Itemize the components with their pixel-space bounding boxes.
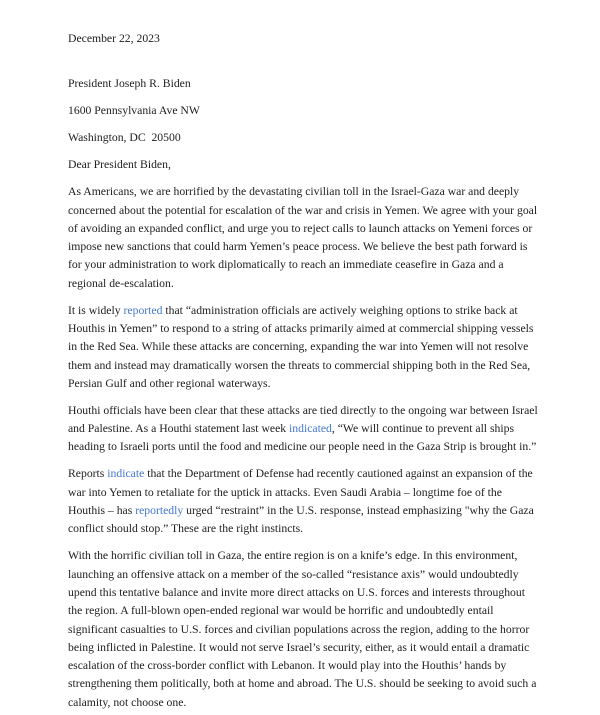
paragraph-text: As Americans, we are horrified by the devastating civilian toll in the Israel-Gaza war and deeply concerned about the potential for escalation of the war and crisis in Yemen. We agree with your goal of avoiding an expanded conflict, and urge you to reject calls to launch attacks on Yemeni forces or impose new sanctions that could harm Yemen’s peace process. We believe the best path forward is for your administration to work diplomatically to reach an immediate ceasefire in Gaza and a regional de-escalation. [68, 185, 541, 290]
paragraph-text: that the Department of Defense had recently cautioned against an expansion of the war into Yemen to retaliate for the uptick in attacks. Even Saudi Arabia – longtime foe of the Houthis – has [68, 467, 536, 518]
paragraph [68, 465, 541, 538]
paragraph-text: urged “restraint” in the U.S. response, instead emphasizing "why the Gaza conflict should stop.” These are the right instincts. [68, 504, 537, 536]
inline-link[interactable]: indicate [107, 467, 145, 481]
letter-header [68, 30, 541, 175]
paragraph-text: , “We will continue to prevent all ships heading to Israeli ports until the food and medicine our people need in the Gaza Strip is brought in.” [68, 422, 537, 454]
recipient-name: President Joseph R. Biden [68, 77, 191, 91]
salutation: Dear President Biden, [68, 158, 171, 172]
paragraph-text: that “administration officials are actively weighing options to strike back at Houthis in Yemen” to respond to a string of attacks primarily aimed at commercial shipping vessels in the Red Sea. While these attacks are concerning, expanding the war into Yemen will not resolve them and instead may dramatically worsen the threats to commercial shipping both in the Red Sea, Persian Gulf and other regional waterways. [68, 303, 537, 390]
inline-link[interactable]: reportedly [135, 504, 184, 518]
paragraph-text: With the horrific civilian toll in Gaza, the entire region is on a knife’s edge. In this environment, launching an offensive attack on a member of the so-called “resistance axis” would undoubtedly upend this tentative balance and invite more direct attacks on U.S. forces and interests throughout the region. A full-blown open-ended regional war would be horrific and undoubtedly entail significant casualties to U.S. forces and civilian populations across the region, adding to the horror being inflicted in Palestine. It would not serve Israel’s security, either, as it would entail a dramatic escalation of the cross-border conflict with Lebanon. It would play into the Houthis’ hands by strengthening them politically, both at home and abroad. The U.S. should be seeking to avoid such a calamity, not choose one. [68, 549, 540, 709]
recipient-street: 1600 Pennsylvania Ave NW [68, 104, 200, 118]
paragraph-text: Houthi officials have been clear that these attacks are tied directly to the ongoing war between Israel and Palestine. As a Houthi statement last week [68, 403, 541, 436]
paragraph [68, 402, 541, 457]
recipient-city: Washington, DC 20500 [68, 131, 181, 145]
paragraph [68, 302, 541, 393]
letter-date: December 22, 2023 [68, 32, 160, 45]
paragraph-text: Reports [68, 467, 108, 481]
letter-body [68, 183, 541, 712]
recipient-address [68, 75, 541, 147]
inline-link[interactable]: reported [123, 303, 163, 317]
paragraph [68, 183, 541, 293]
paragraph [68, 547, 541, 712]
paragraph-text: It is widely [68, 303, 124, 317]
inline-link[interactable]: indicated [289, 422, 332, 436]
